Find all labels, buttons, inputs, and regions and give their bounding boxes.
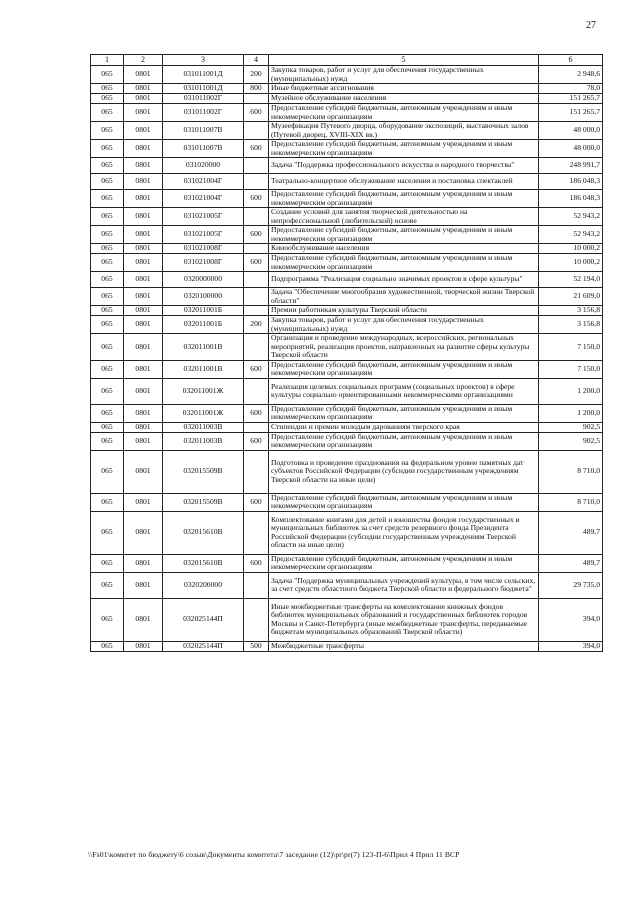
cell-expense-type: 600 [244, 190, 269, 208]
cell-expense-type [244, 572, 269, 598]
table-row [91, 288, 603, 306]
cell-amount: 3 156,8 [539, 316, 603, 334]
cell-description: Задача "Поддержка профессионального искусства и народного творчества" [269, 158, 539, 174]
cell-description: Закупка товаров, работ и услуг для обеспечения государственных (муниципальных) нужд [269, 66, 539, 84]
footer-file-path: \\Fs01\комитет по бюджету\6 созыв\Документы комитета\7 заседание (12)\pr\рr(7) 123-П-6\Прил 4 Прил 11 ВСР [88, 850, 460, 859]
cell-department: 065 [91, 360, 124, 378]
cell-amount: 394,0 [539, 598, 603, 641]
table-row [91, 306, 603, 316]
cell-expense-type: 800 [244, 84, 269, 94]
cell-amount: 78,0 [539, 84, 603, 94]
cell-description: Реализация целевых социальных программ (социальных проектов) в сфере культуры социально ориентированными некоммерческими организациями [269, 378, 539, 404]
cell-section: 0801 [124, 641, 163, 651]
cell-department: 065 [91, 572, 124, 598]
cell-description: Предоставление субсидий бюджетным, автономным учреждениям и иным некоммерческим организациям [269, 190, 539, 208]
cell-section: 0801 [124, 66, 163, 84]
cell-department: 065 [91, 334, 124, 361]
cell-section: 0801 [124, 174, 163, 190]
cell-department: 065 [91, 244, 124, 254]
cell-target-article: 032015509В [163, 450, 244, 493]
table-row [91, 122, 603, 140]
cell-amount: 151 265,7 [539, 104, 603, 122]
cell-description: Комплектование книгами для детей и юношества фондов государственных и муниципальных библиотек за счет средств резервного фонда Президента Российской Федерации (субсидии государственным учреждениям Тверской области на иные цели) [269, 511, 539, 554]
cell-department: 065 [91, 511, 124, 554]
table-row [91, 422, 603, 432]
cell-expense-type [244, 94, 269, 104]
cell-department: 065 [91, 104, 124, 122]
cell-target-article: 031021004Г [163, 190, 244, 208]
cell-description: Задача "Поддержка муниципальных учреждений культуры, в том числе сельских, за счет средств областного бюджета Тверской области и федерального бюджета" [269, 572, 539, 598]
cell-department: 065 [91, 226, 124, 244]
table-row [91, 190, 603, 208]
table-row [91, 254, 603, 272]
cell-amount: 48 000,0 [539, 140, 603, 158]
cell-target-article: 031021005Г [163, 208, 244, 226]
cell-amount: 52 943,2 [539, 226, 603, 244]
column-header: 1 [91, 55, 124, 66]
cell-description: Подпрограмма "Реализация социально значимых проектов в сфере культуры" [269, 272, 539, 288]
cell-expense-type [244, 244, 269, 254]
cell-description: Иные бюджетные ассигнования [269, 84, 539, 94]
cell-department: 065 [91, 174, 124, 190]
table-row [91, 450, 603, 493]
table-row [91, 140, 603, 158]
table-row [91, 66, 603, 84]
cell-expense-type: 600 [244, 226, 269, 244]
cell-section: 0801 [124, 158, 163, 174]
cell-section: 0801 [124, 432, 163, 450]
cell-description: Закупка товаров, работ и услуг для обеспечения государственных (муниципальных) нужд [269, 316, 539, 334]
cell-target-article: 032011001В [163, 360, 244, 378]
cell-expense-type [244, 422, 269, 432]
cell-section: 0801 [124, 422, 163, 432]
column-header: 2 [124, 55, 163, 66]
cell-department: 065 [91, 404, 124, 422]
cell-amount: 8 710,0 [539, 493, 603, 511]
cell-target-article: 0320200000 [163, 572, 244, 598]
cell-department: 065 [91, 66, 124, 84]
cell-description: Музеефикация Путевого дворца, оборудование экспозиций, выставочных залов (Путевой дворец, XVIII-XIX вв.) [269, 122, 539, 140]
cell-section: 0801 [124, 272, 163, 288]
cell-section: 0801 [124, 122, 163, 140]
table-row [91, 511, 603, 554]
cell-department: 065 [91, 84, 124, 94]
cell-description: Премии работникам культуры Тверской области [269, 306, 539, 316]
cell-description: Предоставление субсидий бюджетным, автономным учреждениям и иным некоммерческим организациям [269, 140, 539, 158]
budget-table [90, 54, 603, 652]
cell-expense-type [244, 158, 269, 174]
cell-department: 065 [91, 208, 124, 226]
cell-target-article: 032011003В [163, 432, 244, 450]
cell-expense-type: 200 [244, 316, 269, 334]
cell-section: 0801 [124, 554, 163, 572]
cell-amount: 394,0 [539, 641, 603, 651]
cell-amount: 186 048,3 [539, 174, 603, 190]
cell-expense-type [244, 208, 269, 226]
cell-amount: 902,5 [539, 422, 603, 432]
table-row [91, 94, 603, 104]
cell-expense-type: 600 [244, 140, 269, 158]
cell-amount: 151 265,7 [539, 94, 603, 104]
cell-description: Предоставление субсидий бюджетным, автономным учреждениям и иным некоммерческим организациям [269, 254, 539, 272]
cell-expense-type: 600 [244, 554, 269, 572]
cell-target-article: 031011002Г [163, 94, 244, 104]
table-row [91, 316, 603, 334]
cell-target-article: 031021004Г [163, 174, 244, 190]
cell-amount: 2 948,6 [539, 66, 603, 84]
cell-section: 0801 [124, 572, 163, 598]
table-row [91, 641, 603, 651]
cell-expense-type [244, 272, 269, 288]
cell-section: 0801 [124, 208, 163, 226]
cell-department: 065 [91, 288, 124, 306]
table-row [91, 598, 603, 641]
cell-amount: 1 200,0 [539, 404, 603, 422]
cell-target-article: 032011001Б [163, 316, 244, 334]
cell-department: 065 [91, 316, 124, 334]
cell-department: 065 [91, 641, 124, 651]
table-row [91, 493, 603, 511]
cell-description: Предоставление субсидий бюджетным, автономным учреждениям и иным некоммерческим организациям [269, 360, 539, 378]
cell-amount: 52 194,0 [539, 272, 603, 288]
cell-target-article: 032011003В [163, 422, 244, 432]
cell-amount: 52 943,2 [539, 208, 603, 226]
cell-target-article: 031021005Г [163, 226, 244, 244]
cell-target-article: 032025144П [163, 641, 244, 651]
table-header-row [91, 55, 603, 66]
cell-amount: 21 609,0 [539, 288, 603, 306]
cell-section: 0801 [124, 493, 163, 511]
table-row [91, 174, 603, 190]
table-row [91, 104, 603, 122]
cell-amount: 10 000,2 [539, 254, 603, 272]
cell-section: 0801 [124, 288, 163, 306]
cell-section: 0801 [124, 226, 163, 244]
cell-target-article: 031021008Г [163, 254, 244, 272]
cell-expense-type: 200 [244, 66, 269, 84]
cell-department: 065 [91, 272, 124, 288]
cell-amount: 10 000,2 [539, 244, 603, 254]
cell-description: Стипендии и премии молодым дарованиям тверского края [269, 422, 539, 432]
cell-description: Организация и проведение международных, всероссийских, региональных мероприятий, реализация проектов, направленных на развитие сферы культуры Тверской области [269, 334, 539, 361]
cell-amount: 3 156,8 [539, 306, 603, 316]
cell-amount: 489,7 [539, 554, 603, 572]
cell-department: 065 [91, 158, 124, 174]
cell-department: 065 [91, 122, 124, 140]
cell-section: 0801 [124, 94, 163, 104]
cell-expense-type: 600 [244, 360, 269, 378]
cell-description: Предоставление субсидий бюджетным, автономным учреждениям и иным некоммерческим организациям [269, 226, 539, 244]
cell-expense-type: 600 [244, 104, 269, 122]
cell-department: 065 [91, 422, 124, 432]
cell-expense-type [244, 598, 269, 641]
cell-expense-type: 600 [244, 432, 269, 450]
cell-target-article: 0320100000 [163, 288, 244, 306]
cell-expense-type: 600 [244, 404, 269, 422]
cell-expense-type [244, 511, 269, 554]
column-header: 3 [163, 55, 244, 66]
cell-target-article: 032011001Ж [163, 404, 244, 422]
table-row [91, 334, 603, 361]
cell-description: Предоставление субсидий бюджетным, автономным учреждениям и иным некоммерческим организациям [269, 404, 539, 422]
cell-expense-type [244, 122, 269, 140]
cell-description: Иные межбюджетные трансферты на комплектование книжных фондов библиотек муниципальных образований и государственных библиотек городов Москвы и Санкт-Петербурга (иные межбюджетные трансферты, передаваемые бюджетам муниципальных образований Тверской области) [269, 598, 539, 641]
cell-description: Межбюджетные трансферты [269, 641, 539, 651]
cell-target-article: 032015509В [163, 493, 244, 511]
cell-amount: 7 150,0 [539, 334, 603, 361]
cell-section: 0801 [124, 140, 163, 158]
cell-description: Кинообслуживание населения [269, 244, 539, 254]
cell-description: Театрально-концертное обслуживание населения и постановка спектаклей [269, 174, 539, 190]
page-number: 27 [586, 20, 596, 31]
cell-target-article: 031011007В [163, 140, 244, 158]
cell-expense-type: 600 [244, 254, 269, 272]
table-row [91, 378, 603, 404]
cell-target-article: 031011001Д [163, 84, 244, 94]
cell-description: Предоставление субсидий бюджетным, автономным учреждениям и иным некоммерческим организациям [269, 554, 539, 572]
cell-section: 0801 [124, 104, 163, 122]
cell-department: 065 [91, 378, 124, 404]
cell-section: 0801 [124, 334, 163, 361]
cell-department: 065 [91, 432, 124, 450]
table-row [91, 244, 603, 254]
cell-description: Задача "Обеспечение многообразия художественной, творческой жизни Тверской области" [269, 288, 539, 306]
table-row [91, 432, 603, 450]
cell-target-article: 032015610В [163, 511, 244, 554]
cell-expense-type: 500 [244, 641, 269, 651]
table-row [91, 208, 603, 226]
cell-expense-type [244, 288, 269, 306]
cell-amount: 902,5 [539, 432, 603, 450]
cell-expense-type [244, 174, 269, 190]
cell-department: 065 [91, 140, 124, 158]
cell-target-article: 031011007В [163, 122, 244, 140]
cell-section: 0801 [124, 404, 163, 422]
cell-expense-type [244, 378, 269, 404]
cell-amount: 248 991,7 [539, 158, 603, 174]
cell-expense-type: 600 [244, 493, 269, 511]
cell-section: 0801 [124, 316, 163, 334]
cell-department: 065 [91, 554, 124, 572]
cell-amount: 7 150,0 [539, 360, 603, 378]
cell-section: 0801 [124, 84, 163, 94]
column-header: 6 [539, 55, 603, 66]
table-row [91, 84, 603, 94]
cell-target-article: 031011002Г [163, 104, 244, 122]
table-row [91, 404, 603, 422]
cell-section: 0801 [124, 450, 163, 493]
cell-amount: 48 000,0 [539, 122, 603, 140]
cell-target-article: 032011001Ж [163, 378, 244, 404]
cell-description: Предоставление субсидий бюджетным, автономным учреждениям и иным некоммерческим организациям [269, 104, 539, 122]
cell-target-article: 032011001В [163, 334, 244, 361]
cell-department: 065 [91, 190, 124, 208]
cell-amount: 29 735,0 [539, 572, 603, 598]
cell-description: Создание условий для занятия творческой деятельностью на непрофессиональной (любительской) основе [269, 208, 539, 226]
cell-section: 0801 [124, 190, 163, 208]
cell-target-article: 031011001Д [163, 66, 244, 84]
table-row [91, 158, 603, 174]
cell-section: 0801 [124, 598, 163, 641]
cell-section: 0801 [124, 254, 163, 272]
cell-expense-type [244, 450, 269, 493]
cell-target-article: 032011001Б [163, 306, 244, 316]
cell-section: 0801 [124, 378, 163, 404]
cell-department: 065 [91, 450, 124, 493]
cell-section: 0801 [124, 360, 163, 378]
cell-amount: 489,7 [539, 511, 603, 554]
cell-department: 065 [91, 598, 124, 641]
cell-department: 065 [91, 306, 124, 316]
cell-department: 065 [91, 254, 124, 272]
cell-target-article: 032015610В [163, 554, 244, 572]
table-row [91, 572, 603, 598]
cell-expense-type [244, 334, 269, 361]
table-row [91, 272, 603, 288]
column-header: 5 [269, 55, 539, 66]
table-row [91, 360, 603, 378]
cell-description: Подготовка и проведение празднования на федеральном уровне памятных дат субъектов Российской Федерации (субсидии государственным учреждениям Тверской области на иные цели) [269, 450, 539, 493]
cell-amount: 8 710,0 [539, 450, 603, 493]
cell-section: 0801 [124, 244, 163, 254]
cell-target-article: 032025144П [163, 598, 244, 641]
cell-section: 0801 [124, 511, 163, 554]
cell-target-article: 0320000000 [163, 272, 244, 288]
cell-description: Музейное обслуживание населения [269, 94, 539, 104]
cell-department: 065 [91, 493, 124, 511]
column-header: 4 [244, 55, 269, 66]
cell-section: 0801 [124, 306, 163, 316]
cell-description: Предоставление субсидий бюджетным, автономным учреждениям и иным некоммерческим организациям [269, 432, 539, 450]
cell-expense-type [244, 306, 269, 316]
cell-target-article: 031020000 [163, 158, 244, 174]
table-row [91, 226, 603, 244]
cell-amount: 1 200,0 [539, 378, 603, 404]
cell-amount: 186 048,3 [539, 190, 603, 208]
table-row [91, 554, 603, 572]
cell-target-article: 031021008Г [163, 244, 244, 254]
cell-department: 065 [91, 94, 124, 104]
cell-description: Предоставление субсидий бюджетным, автономным учреждениям и иным некоммерческим организациям [269, 493, 539, 511]
